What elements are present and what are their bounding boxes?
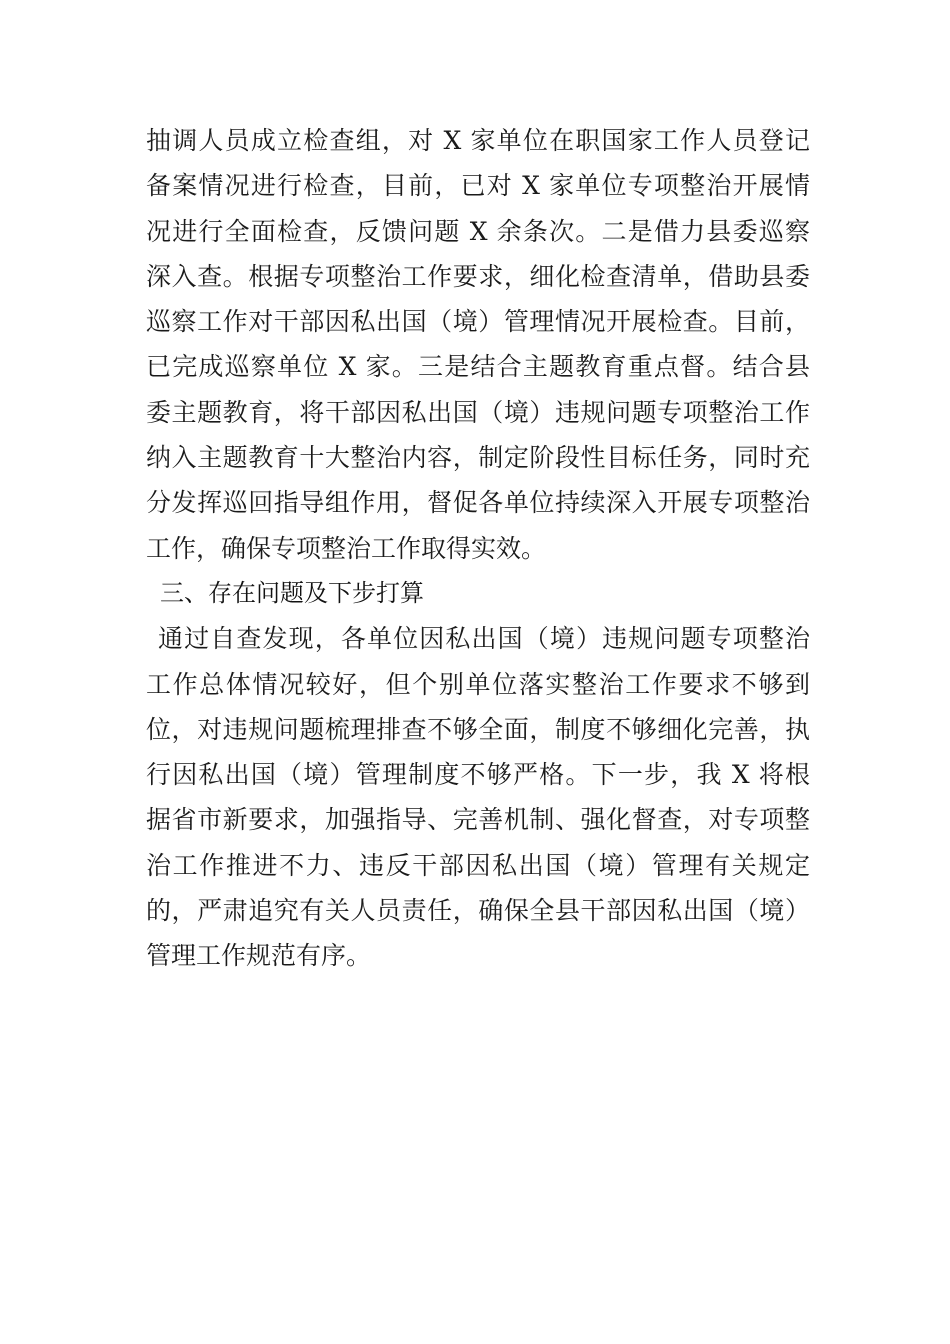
text-line: 备案情况进行检查，目前，已对 X 家单位专项整治开展情 (146, 171, 810, 201)
text-line: 况进行全面检查，反馈问题 X 余条次。二是借力县委巡察 (146, 216, 810, 246)
text-line: 行因私出国（境）管理制度不够严格。下一步，我 X 将根 (146, 760, 810, 790)
text-line: 纳入主题教育十大整治内容，制定阶段性目标任务，同时充 (146, 443, 810, 473)
text-line: 通过自查发现，各单位因私出国（境）违规问题专项整治 (158, 624, 810, 654)
text-line: 治工作推进不力、违反干部因私出国（境）管理有关规定 (146, 850, 810, 880)
text-line: 分发挥巡回指导组作用，督促各单位持续深入开展专项整治 (146, 488, 810, 518)
text-line: 工作总体情况较好，但个别单位落实整治工作要求不够到 (146, 669, 810, 699)
text-line: 管理工作规范有序。 (146, 941, 372, 971)
document-body (146, 118, 810, 979)
text-line: 抽调人员成立检查组，对 X 家单位在职国家工作人员登记 (146, 126, 810, 155)
text-line: 位，对违规问题梳理排查不够全面，制度不够细化完善，执 (146, 714, 810, 744)
text-line: 工作，确保专项整治工作取得实效。 (146, 533, 547, 563)
text-line: 巡察工作对干部因私出国（境）管理情况开展检查。目前， (146, 307, 810, 337)
paragraph-problems-next-steps (146, 616, 810, 978)
text-line: 已完成巡察单位 X 家。三是结合主题教育重点督。结合县 (146, 352, 810, 382)
paragraph-inspection-work (146, 118, 810, 571)
text-line: 的，严肃追究有关人员责任，确保全县干部因私出国（境） (146, 896, 810, 926)
text-line: 委主题教育，将干部因私出国（境）违规问题专项整治工作 (146, 397, 810, 427)
section-heading: 三、存在问题及下步打算 (160, 578, 424, 607)
text-line: 据省市新要求，加强指导、完善机制、强化督查，对专项整 (146, 805, 810, 835)
text-line: 深入查。根据专项整治工作要求，细化检查清单，借助县委 (146, 261, 810, 291)
